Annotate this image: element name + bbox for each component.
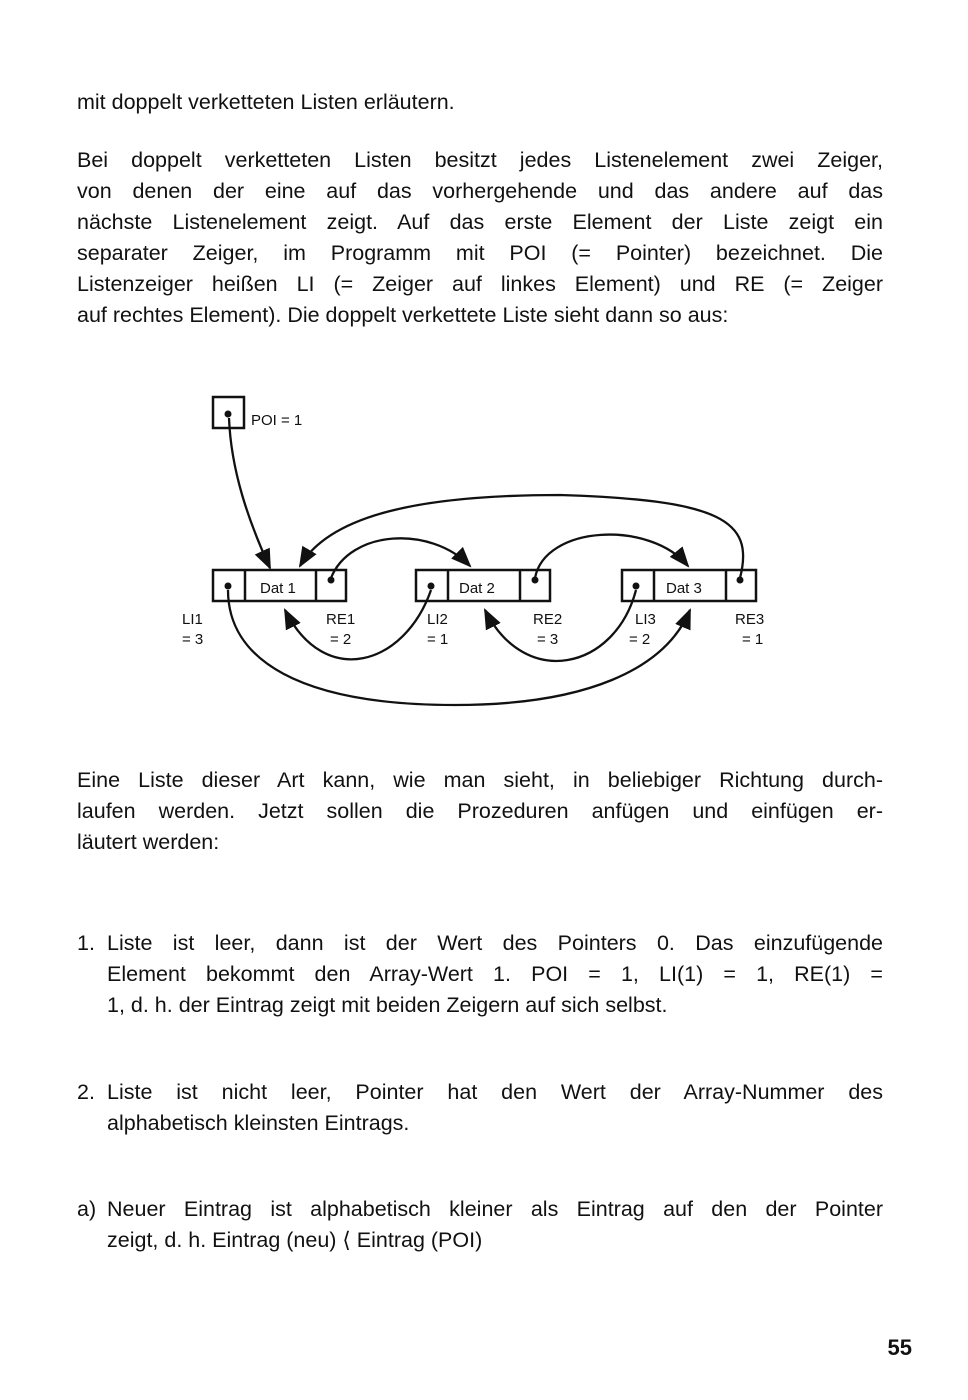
text-line: zeigt, d. h. Eintrag (neu) ⟨ Eintrag (POI) xyxy=(107,1228,483,1252)
node-data-label: Dat 1 xyxy=(260,580,296,597)
text-line: von denen der eine auf das vorhergehende und das andere auf das xyxy=(77,179,883,203)
list-item xyxy=(77,1077,883,1139)
paragraph-description xyxy=(77,145,883,331)
pointer-arrow xyxy=(229,418,270,568)
text-line: Liste ist nicht leer, Pointer hat den Wert der Array-Nummer des xyxy=(107,1080,883,1104)
text-line: Eine Liste dieser Art kann, wie man sieht, in beliebiger Richtung durch- xyxy=(77,768,883,792)
pointer-box xyxy=(213,397,302,429)
text-line: läutert werden: xyxy=(77,830,220,854)
li-label: LI3 xyxy=(635,611,656,628)
text-line: Liste ist leer, dann ist der Wert des Pointers 0. Das einzufügende xyxy=(107,931,883,955)
li-label: LI1 xyxy=(182,611,203,628)
re-value: = 1 xyxy=(742,631,764,648)
list-node-2 xyxy=(416,570,562,648)
text-line: Bei doppelt verketteten Listen besitzt jedes Listenelement zwei Zeiger, xyxy=(77,148,883,172)
re-value: = 2 xyxy=(330,631,352,648)
list-marker: 2. xyxy=(77,1080,95,1104)
text-line: laufen werden. Jetzt sollen die Prozeduren anfügen und einfügen er- xyxy=(77,799,883,823)
linked-list-diagram xyxy=(0,380,968,720)
text-line: 1, d. h. der Eintrag zeigt mit beiden Zeigern auf sich selbst. xyxy=(107,993,668,1017)
pointer-label: POI = 1 xyxy=(251,412,303,429)
text-line: Element bekommt den Array-Wert 1. POI = 1, LI(1) = 1, RE(1) = xyxy=(107,962,883,986)
text-line: Neuer Eintrag ist alphabetisch kleiner als Eintrag auf den der Pointer xyxy=(107,1197,883,1221)
list-marker: a) xyxy=(77,1197,97,1221)
text-line: alphabetisch kleinsten Eintrags. xyxy=(107,1111,410,1135)
li-value: = 2 xyxy=(629,631,651,648)
re-label: RE2 xyxy=(533,611,563,628)
re3-arrow xyxy=(300,495,743,578)
text-line: nächste Listenelement zeigt. Auf das erste Element der Liste zeigt ein xyxy=(77,210,883,234)
li-label: LI2 xyxy=(427,611,448,628)
paragraph-traversal xyxy=(77,765,883,858)
re-label: RE3 xyxy=(735,611,765,628)
node-data-label: Dat 2 xyxy=(459,580,495,597)
list-node-3 xyxy=(622,570,764,648)
node-data-label: Dat 3 xyxy=(666,580,702,597)
list-item xyxy=(77,928,883,1021)
text-line: auf rechtes Element). Die doppelt verkettete Liste sieht dann so aus: xyxy=(77,303,729,327)
li-value: = 3 xyxy=(182,631,204,648)
list-item xyxy=(77,1194,883,1256)
intro-line: mit doppelt verketteten Listen erläutern. xyxy=(77,90,455,114)
li1-arrow xyxy=(228,590,690,705)
re2-arrow xyxy=(535,535,688,578)
page-number: 55 xyxy=(887,1335,912,1360)
list-node-1 xyxy=(182,570,355,648)
text-line: Listenzeiger heißen LI (= Zeiger auf linkes Element) und RE (= Zeiger xyxy=(77,272,883,296)
list-marker: 1. xyxy=(77,931,95,955)
re-value: = 3 xyxy=(537,631,559,648)
re-label: RE1 xyxy=(326,611,356,628)
text-line: separater Zeiger, im Programm mit POI (= Pointer) bezeichnet. Die xyxy=(77,241,883,265)
li-value: = 1 xyxy=(427,631,449,648)
